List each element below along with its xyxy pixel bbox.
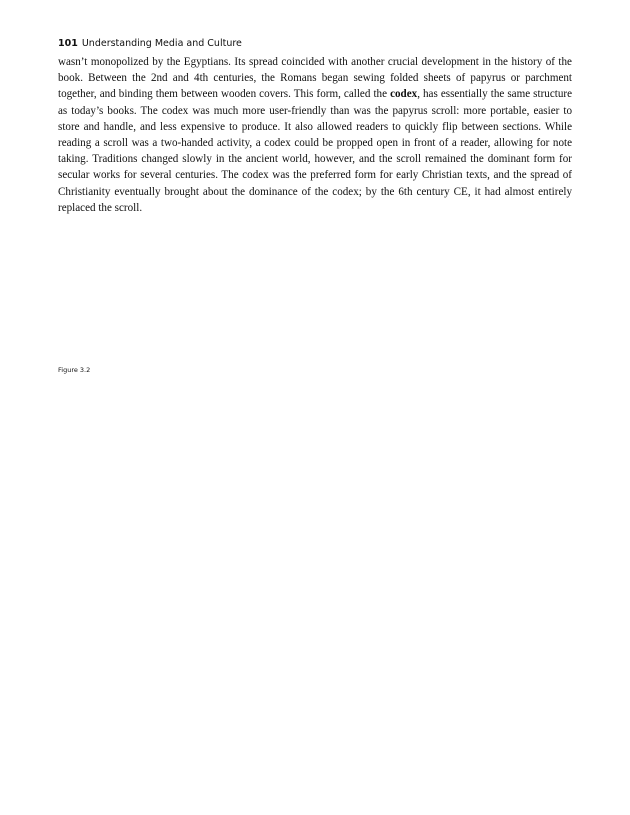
paragraph-text-after-term: , has essentially the same structure as today’s books. The codex was much more user-friendly than was the papyrus scroll: more portable, easier to store and handle, and less expensive to produce. It also allowed readers to quickly flip between sections. While reading a scroll was a two-handed activity, a codex could be propped open in front of a reader, allowing for note taking. Traditions changed slowly in the ancient world, however, and the scroll remained the dominant form for secular works for several centuries. The codex was the preferred form for early Christian texts, and the spread of Christianity eventually brought about the dominance of the codex; by the 6th century CE, it had almost entirely replaced the scroll. [58, 88, 572, 214]
paragraph-text-before-term: wasn’t monopolized by the Egyptians. Its spread coincided with another crucial development in the history of the book. Between the 2nd and 4th centuries, the Romans began sewing folded sheets of papyrus or parchment together, and binding them between wooden covers. This form, called the [58, 56, 572, 101]
book-title: Understanding Media and Culture [81, 38, 242, 49]
page-number: 101 [58, 38, 78, 49]
figure-caption: Figure 3.2 [58, 366, 91, 374]
running-header [58, 38, 242, 50]
key-term-codex: codex [390, 88, 418, 101]
body-paragraph [58, 54, 572, 216]
